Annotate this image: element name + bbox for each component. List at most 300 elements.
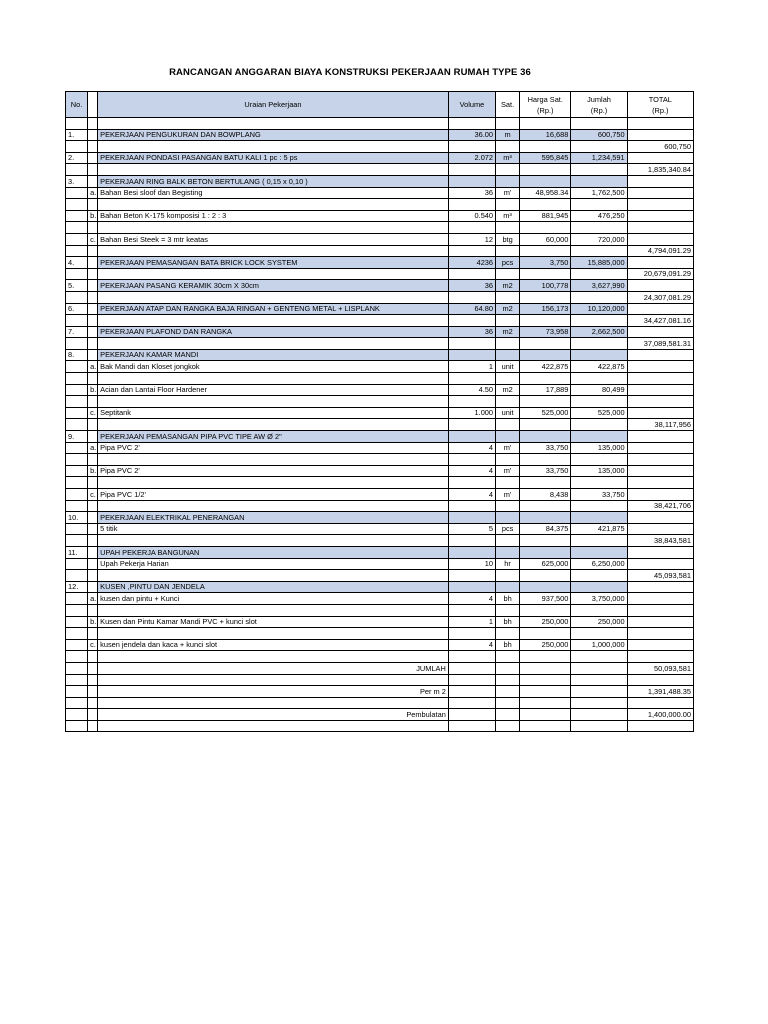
unit-cell — [496, 419, 520, 431]
blank-row — [66, 720, 694, 732]
no-cell — [66, 674, 88, 686]
amount-cell — [571, 268, 627, 280]
sub-cell: b. — [88, 384, 98, 396]
blank-row — [66, 500, 694, 512]
section-row — [66, 349, 694, 361]
total-cell — [627, 129, 693, 141]
unit-price-cell: 156,173 — [520, 303, 571, 315]
header-no: No. — [66, 92, 88, 118]
header-sub — [88, 92, 98, 118]
sub-cell: c. — [88, 639, 98, 651]
no-cell: 9. — [66, 431, 88, 443]
blank-row — [66, 535, 694, 547]
unit-price-cell — [520, 164, 571, 176]
unit-price-cell — [520, 570, 571, 582]
amount-cell: 10,120,000 — [571, 303, 627, 315]
unit-cell — [496, 349, 520, 361]
unit-cell — [496, 720, 520, 732]
amount-cell — [571, 709, 627, 721]
total-cell — [627, 303, 693, 315]
sub-cell: a. — [88, 361, 98, 373]
unit-price-cell — [520, 686, 571, 698]
unit-cell: m2 — [496, 303, 520, 315]
unit-price-cell — [520, 709, 571, 721]
volume-cell — [448, 581, 495, 593]
no-cell — [66, 222, 88, 234]
amount-cell — [571, 291, 627, 303]
no-cell — [66, 489, 88, 501]
amount-cell — [571, 199, 627, 211]
no-cell: 8. — [66, 349, 88, 361]
total-cell: 24,307,081.29 — [627, 291, 693, 303]
unit-cell — [496, 604, 520, 616]
unit-price-cell — [520, 431, 571, 443]
amount-cell — [571, 651, 627, 663]
unit-cell: m2 — [496, 280, 520, 292]
sub-cell — [88, 546, 98, 558]
blank-row — [66, 570, 694, 582]
volume-cell: 36.00 — [448, 129, 495, 141]
total-cell — [627, 639, 693, 651]
unit-price-cell — [520, 628, 571, 640]
blank-row — [66, 628, 694, 640]
unit-price-cell: 881,945 — [520, 210, 571, 222]
volume-cell — [448, 291, 495, 303]
volume-cell — [448, 175, 495, 187]
no-cell — [66, 662, 88, 674]
item-row — [66, 210, 694, 222]
no-cell — [66, 442, 88, 454]
unit-cell — [496, 477, 520, 489]
volume-cell: 1.000 — [448, 407, 495, 419]
unit-cell — [496, 674, 520, 686]
description-cell: Kusen dan Pintu Kamar Mandi PVC + kunci slot — [98, 616, 449, 628]
item-row — [66, 384, 694, 396]
unit-cell: bh — [496, 593, 520, 605]
amount-cell: 1,000,000 — [571, 639, 627, 651]
section-row — [66, 152, 694, 164]
no-cell — [66, 419, 88, 431]
sub-cell — [88, 141, 98, 153]
amount-cell — [571, 604, 627, 616]
blank-row — [66, 674, 694, 686]
sub-cell: c. — [88, 489, 98, 501]
section-row — [66, 581, 694, 593]
description-cell — [98, 338, 449, 350]
total-cell: 34,427,081.16 — [627, 315, 693, 327]
total-cell — [627, 442, 693, 454]
volume-cell: 5 — [448, 523, 495, 535]
no-cell — [66, 628, 88, 640]
sub-cell — [88, 199, 98, 211]
unit-cell — [496, 396, 520, 408]
unit-cell — [496, 199, 520, 211]
unit-cell — [496, 164, 520, 176]
unit-price-cell — [520, 419, 571, 431]
total-cell — [627, 199, 693, 211]
volume-cell — [448, 697, 495, 709]
header-total-line2: (Rp.) — [652, 105, 669, 115]
unit-price-cell — [520, 245, 571, 257]
blank-row — [66, 454, 694, 466]
no-cell — [66, 604, 88, 616]
volume-cell — [448, 651, 495, 663]
unit-cell — [496, 268, 520, 280]
unit-cell: btg — [496, 233, 520, 245]
section-row — [66, 257, 694, 269]
total-cell: 45,093,581 — [627, 570, 693, 582]
amount-cell: 80,499 — [571, 384, 627, 396]
unit-cell: unit — [496, 361, 520, 373]
item-row — [66, 407, 694, 419]
sub-cell — [88, 373, 98, 385]
header-total — [627, 92, 693, 118]
amount-cell: 1,762,500 — [571, 187, 627, 199]
unit-cell: pcs — [496, 257, 520, 269]
amount-cell — [571, 720, 627, 732]
description-cell: PEKERJAAN PASANG KERAMIK 30cm X 30cm — [98, 280, 449, 292]
unit-cell — [496, 315, 520, 327]
section-row — [66, 326, 694, 338]
volume-cell — [448, 349, 495, 361]
description-cell: Acian dan Lantai Floor Hardener — [98, 384, 449, 396]
description-cell — [98, 674, 449, 686]
volume-cell — [448, 709, 495, 721]
sub-cell: c. — [88, 233, 98, 245]
unit-price-cell — [520, 662, 571, 674]
item-row — [66, 616, 694, 628]
unit-price-cell — [520, 581, 571, 593]
unit-cell — [496, 222, 520, 234]
volume-cell — [448, 477, 495, 489]
total-cell — [627, 697, 693, 709]
section-row — [66, 431, 694, 443]
volume-cell: 4236 — [448, 257, 495, 269]
no-cell — [66, 593, 88, 605]
sub-cell — [88, 257, 98, 269]
total-cell — [627, 257, 693, 269]
no-cell — [66, 141, 88, 153]
sub-cell — [88, 604, 98, 616]
unit-cell — [496, 697, 520, 709]
unit-cell: unit — [496, 407, 520, 419]
sub-cell: c. — [88, 407, 98, 419]
description-cell: PEKERJAAN KAMAR MANDI — [98, 349, 449, 361]
total-cell — [627, 616, 693, 628]
unit-cell — [496, 512, 520, 524]
sub-cell: b. — [88, 465, 98, 477]
unit-price-cell — [520, 396, 571, 408]
sub-cell — [88, 396, 98, 408]
description-cell: PEKERJAAN PLAFOND DAN RANGKA — [98, 326, 449, 338]
unit-price-cell: 33,750 — [520, 442, 571, 454]
amount-cell — [571, 581, 627, 593]
sub-cell: a. — [88, 187, 98, 199]
description-cell: Pipa PVC 2' — [98, 465, 449, 477]
volume-cell — [448, 546, 495, 558]
item-row — [66, 233, 694, 245]
volume-cell — [448, 500, 495, 512]
item-row — [66, 523, 694, 535]
description-cell — [98, 720, 449, 732]
total-cell — [627, 349, 693, 361]
unit-price-cell: 33,750 — [520, 465, 571, 477]
description-cell: PEKERJAAN PEMASANGAN PIPA PVC TIPE AW Ø 2" — [98, 431, 449, 443]
unit-cell — [496, 373, 520, 385]
description-cell — [98, 118, 449, 130]
sub-cell — [88, 419, 98, 431]
item-row — [66, 442, 694, 454]
amount-cell — [571, 245, 627, 257]
sub-cell — [88, 558, 98, 570]
unit-cell: m³ — [496, 152, 520, 164]
description-cell — [98, 628, 449, 640]
amount-cell — [571, 118, 627, 130]
sub-cell — [88, 268, 98, 280]
unit-price-cell: 8,438 — [520, 489, 571, 501]
sub-cell — [88, 570, 98, 582]
unit-price-cell — [520, 268, 571, 280]
header-total-line1: TOTAL — [648, 94, 672, 104]
no-cell — [66, 315, 88, 327]
no-cell — [66, 233, 88, 245]
sub-cell — [88, 315, 98, 327]
unit-price-cell: 250,000 — [520, 639, 571, 651]
volume-cell: 64.80 — [448, 303, 495, 315]
header-jumlah-line2: (Rp.) — [590, 105, 608, 115]
no-cell — [66, 697, 88, 709]
volume-cell: 4 — [448, 442, 495, 454]
description-cell: PEKERJAAN PONDASI PASANGAN BATU KALI 1 pc : 5 ps — [98, 152, 449, 164]
unit-cell — [496, 628, 520, 640]
unit-cell — [496, 570, 520, 582]
amount-cell — [571, 315, 627, 327]
unit-price-cell: 525,000 — [520, 407, 571, 419]
description-cell: KUSEN ,PINTU DAN JENDELA — [98, 581, 449, 593]
no-cell: 7. — [66, 326, 88, 338]
header-harga-line1: Harga Sat. — [527, 94, 563, 104]
description-cell: Upah Pekerja Harian — [98, 558, 449, 570]
sub-cell — [88, 477, 98, 489]
no-cell — [66, 245, 88, 257]
total-cell: 1,391,488.35 — [627, 686, 693, 698]
no-cell — [66, 558, 88, 570]
sub-cell — [88, 500, 98, 512]
unit-cell — [496, 686, 520, 698]
total-cell: 38,843,581 — [627, 535, 693, 547]
description-cell — [98, 419, 449, 431]
section-row — [66, 280, 694, 292]
blank-row — [66, 222, 694, 234]
unit-cell: m³ — [496, 210, 520, 222]
sub-cell — [88, 326, 98, 338]
no-cell — [66, 523, 88, 535]
total-cell — [627, 523, 693, 535]
amount-cell — [571, 164, 627, 176]
unit-price-cell: 250,000 — [520, 616, 571, 628]
amount-cell: 3,627,990 — [571, 280, 627, 292]
amount-cell: 3,750,000 — [571, 593, 627, 605]
no-cell — [66, 338, 88, 350]
description-cell: Pembulatan — [98, 709, 449, 721]
unit-price-cell — [520, 512, 571, 524]
sub-cell — [88, 535, 98, 547]
unit-price-cell — [520, 651, 571, 663]
no-cell: 5. — [66, 280, 88, 292]
sub-cell — [88, 164, 98, 176]
total-cell: 1,400,000.00 — [627, 709, 693, 721]
description-cell: Pipa PVC 2' — [98, 442, 449, 454]
description-cell — [98, 535, 449, 547]
description-cell: JUMLAH — [98, 662, 449, 674]
description-cell — [98, 454, 449, 466]
total-cell — [627, 361, 693, 373]
amount-cell: 33,750 — [571, 489, 627, 501]
blank-row — [66, 118, 694, 130]
sub-cell — [88, 349, 98, 361]
sub-cell — [88, 709, 98, 721]
no-cell — [66, 454, 88, 466]
amount-cell — [571, 338, 627, 350]
volume-cell: 2.072 — [448, 152, 495, 164]
amount-cell: 720,000 — [571, 233, 627, 245]
volume-cell: 36 — [448, 280, 495, 292]
volume-cell — [448, 431, 495, 443]
blank-row — [66, 164, 694, 176]
volume-cell — [448, 141, 495, 153]
description-cell — [98, 291, 449, 303]
unit-price-cell — [520, 697, 571, 709]
unit-cell — [496, 709, 520, 721]
description-cell — [98, 570, 449, 582]
volume-cell — [448, 720, 495, 732]
no-cell — [66, 639, 88, 651]
blank-row — [66, 697, 694, 709]
unit-price-cell: 16,688 — [520, 129, 571, 141]
total-cell: 50,093,581 — [627, 662, 693, 674]
no-cell — [66, 570, 88, 582]
blank-row — [66, 141, 694, 153]
amount-cell: 1,234,591 — [571, 152, 627, 164]
description-cell — [98, 141, 449, 153]
volume-cell — [448, 396, 495, 408]
no-cell — [66, 686, 88, 698]
header-harga-line2: (Rp.) — [537, 105, 554, 115]
no-cell — [66, 268, 88, 280]
unit-price-cell — [520, 454, 571, 466]
unit-price-cell: 84,375 — [520, 523, 571, 535]
header-sat: Sat. — [496, 92, 520, 118]
description-cell — [98, 373, 449, 385]
sub-cell — [88, 454, 98, 466]
no-cell: 3. — [66, 175, 88, 187]
description-cell — [98, 245, 449, 257]
no-cell — [66, 396, 88, 408]
total-cell — [627, 118, 693, 130]
amount-cell — [571, 535, 627, 547]
volume-cell — [448, 222, 495, 234]
total-cell — [627, 454, 693, 466]
amount-cell: 6,250,000 — [571, 558, 627, 570]
unit-cell — [496, 546, 520, 558]
unit-price-cell: 60,000 — [520, 233, 571, 245]
total-cell — [627, 512, 693, 524]
sub-cell: b. — [88, 616, 98, 628]
sub-cell — [88, 686, 98, 698]
amount-cell: 135,000 — [571, 442, 627, 454]
unit-cell — [496, 500, 520, 512]
volume-cell — [448, 164, 495, 176]
summary-row — [66, 686, 694, 698]
description-cell — [98, 396, 449, 408]
unit-price-cell — [520, 373, 571, 385]
total-cell — [627, 674, 693, 686]
header-jumlah — [571, 92, 627, 118]
unit-price-cell: 937,500 — [520, 593, 571, 605]
volume-cell: 1 — [448, 616, 495, 628]
unit-price-cell — [520, 338, 571, 350]
unit-price-cell: 17,889 — [520, 384, 571, 396]
unit-price-cell — [520, 175, 571, 187]
sub-cell — [88, 628, 98, 640]
no-cell: 12. — [66, 581, 88, 593]
total-cell — [627, 152, 693, 164]
amount-cell — [571, 686, 627, 698]
blank-row — [66, 651, 694, 663]
total-cell — [627, 280, 693, 292]
description-cell: PEKERJAAN PEMASANGAN BATA BRICK LOCK SYSTEM — [98, 257, 449, 269]
no-cell: 11. — [66, 546, 88, 558]
sub-cell — [88, 720, 98, 732]
document-title: RANCANGAN ANGGARAN BIAYA KONSTRUKSI PEKERJAAN RUMAH TYPE 36 — [169, 67, 531, 78]
sub-cell: a. — [88, 442, 98, 454]
no-cell — [66, 535, 88, 547]
unit-cell — [496, 431, 520, 443]
total-cell: 1,835,340.84 — [627, 164, 693, 176]
no-cell — [66, 210, 88, 222]
description-cell: kusen jendela dan kaca + kunci slot — [98, 639, 449, 651]
amount-cell — [571, 477, 627, 489]
unit-price-cell — [520, 118, 571, 130]
sub-cell — [88, 651, 98, 663]
unit-cell — [496, 454, 520, 466]
description-cell: Bahan Beton K-175 komposisi 1 : 2 : 3 — [98, 210, 449, 222]
total-cell — [627, 558, 693, 570]
volume-cell — [448, 419, 495, 431]
no-cell — [66, 651, 88, 663]
no-cell: 6. — [66, 303, 88, 315]
volume-cell — [448, 512, 495, 524]
amount-cell: 600,750 — [571, 129, 627, 141]
description-cell — [98, 604, 449, 616]
budget-table — [65, 91, 694, 732]
unit-cell — [496, 338, 520, 350]
total-cell — [627, 593, 693, 605]
unit-cell: bh — [496, 639, 520, 651]
volume-cell — [448, 604, 495, 616]
description-cell: Septitank — [98, 407, 449, 419]
header-volume: Volume — [448, 92, 495, 118]
sub-cell — [88, 523, 98, 535]
unit-price-cell — [520, 535, 571, 547]
description-cell — [98, 500, 449, 512]
amount-cell — [571, 662, 627, 674]
total-cell — [627, 373, 693, 385]
volume-cell: 0.540 — [448, 210, 495, 222]
amount-cell: 2,662,500 — [571, 326, 627, 338]
volume-cell: 12 — [448, 233, 495, 245]
total-cell: 4,794,091.29 — [627, 245, 693, 257]
